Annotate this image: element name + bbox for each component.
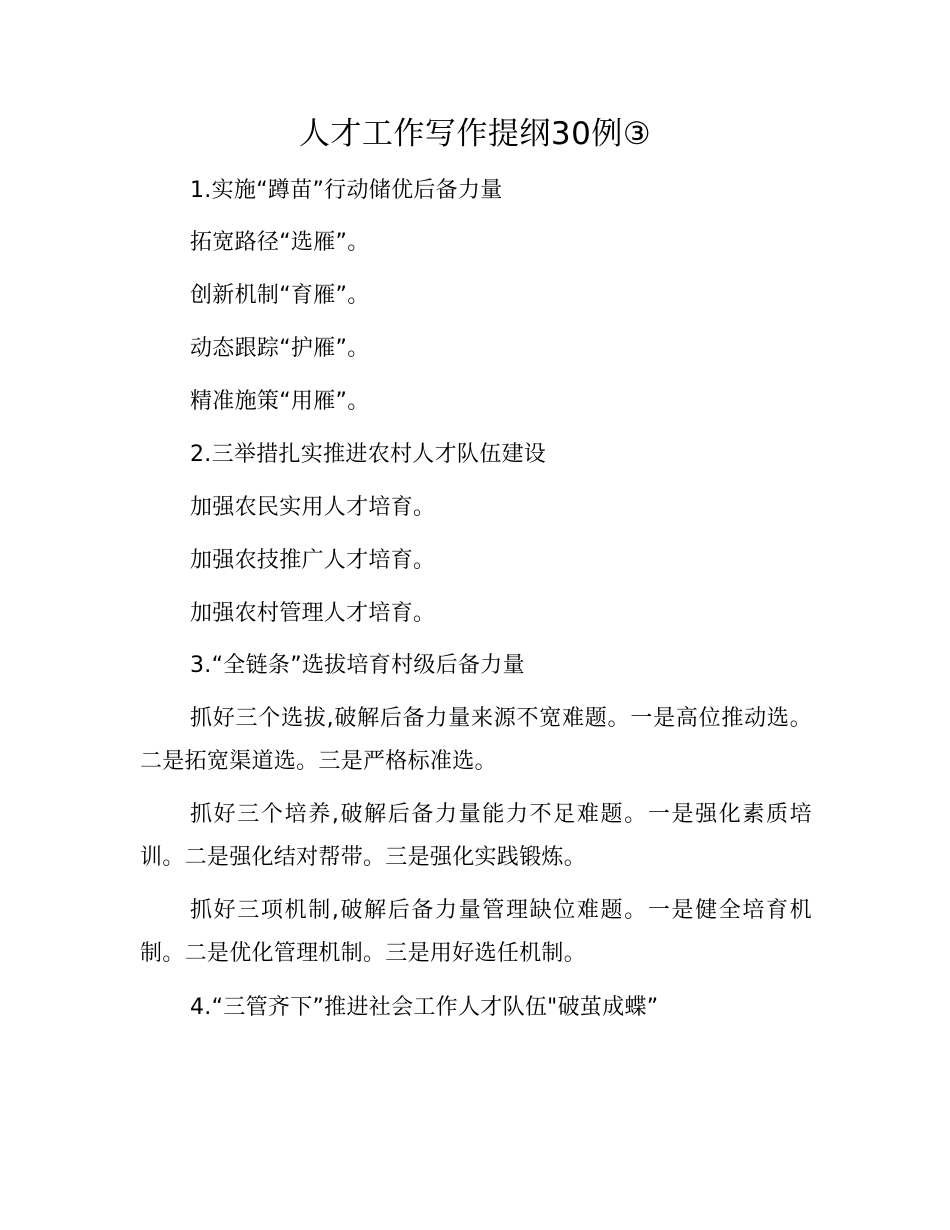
heading-3: 3.“全链条”选拔培育村级后备力量 bbox=[190, 653, 525, 678]
document-title: 人才工作写作提纲30例③ bbox=[298, 116, 652, 152]
heading-1: 1.实施“蹲苗”行动储优后备力量 bbox=[190, 178, 503, 203]
paragraph: 抓好三个培养,破解后备力量能力不足难题。一是强化素质培训。二是强化结对帮带。三是强化实践锻炼。 bbox=[140, 802, 812, 870]
list-item: 加强农村管理人才培育。 bbox=[190, 601, 436, 626]
list-item: 动态跟踪“护雁”。 bbox=[190, 336, 370, 361]
list-item: 创新机制“育雁”。 bbox=[190, 283, 370, 308]
list-item: 拓宽路径“选雁”。 bbox=[190, 230, 370, 255]
list-item: 加强农民实用人才培育。 bbox=[190, 495, 436, 520]
paragraph: 抓好三个选拔,破解后备力量来源不宽难题。一是高位推动选。二是拓宽渠道选。三是严格标准选。 bbox=[140, 706, 812, 774]
list-item: 加强农技推广人才培育。 bbox=[190, 548, 436, 573]
heading-2: 2.三举措扎实推进农村人才队伍建设 bbox=[190, 442, 547, 467]
paragraph: 抓好三项机制,破解后备力量管理缺位难题。一是健全培育机制。二是优化管理机制。三是用好选任机制。 bbox=[140, 898, 812, 966]
heading-4: 4.“三管齐下”推进社会工作人才队伍"破茧成蝶” bbox=[190, 995, 659, 1020]
list-item: 精准施策“用雁”。 bbox=[190, 389, 370, 414]
